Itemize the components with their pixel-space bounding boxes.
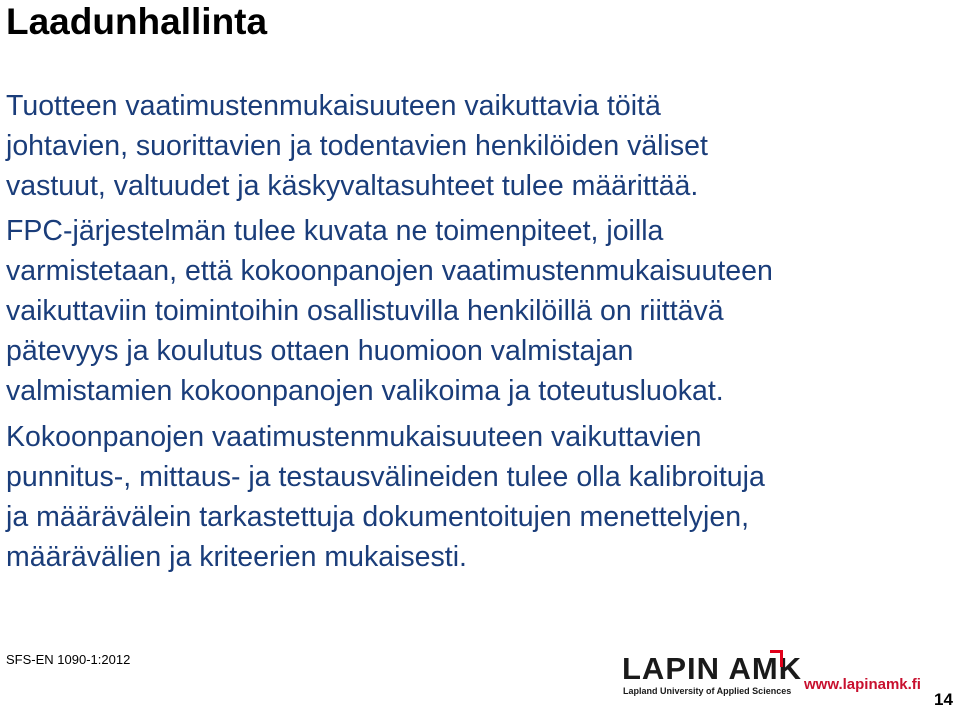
logo-corner-mark-icon [770, 650, 783, 667]
website-link[interactable]: www.lapinamk.fi [804, 676, 921, 693]
paragraph-line: pätevyys ja koulutus ottaen huomioon valmistajan [6, 335, 634, 367]
standard-reference: SFS-EN 1090-1:2012 [6, 652, 131, 667]
lapin-amk-logo [622, 650, 822, 700]
paragraph-calibration [6, 417, 946, 577]
paragraph-line: määrävälien ja kriteerien mukaisesti. [6, 541, 467, 573]
paragraph-line: ja määrävälein tarkastettuja dokumentoitujen menettelyjen, [6, 501, 750, 533]
page-number: 14 [934, 690, 953, 709]
paragraph-line: FPC-järjestelmän tulee kuvata ne toimenpiteet, joilla [6, 215, 664, 247]
slide-title: Laadunhallinta [6, 1, 268, 42]
paragraph-line: Kokoonpanojen vaatimustenmukaisuuteen vaikuttavien [6, 421, 702, 453]
slide-body [6, 86, 946, 577]
paragraph-line: johtavien, suorittavien ja todentavien henkilöiden väliset [6, 130, 708, 162]
paragraph-line: vaikuttaviin toimintoihin osallistuvilla henkilöillä on riittävä [6, 295, 724, 327]
paragraph-line: valmistamien kokoonpanojen valikoima ja toteutusluokat. [6, 375, 724, 407]
logo-wordmark: LAPIN AMK [622, 651, 803, 686]
paragraph-line: vastuut, valtuudet ja käskyvaltasuhteet tulee määrittää. [6, 170, 699, 202]
paragraph-line: varmistetaan, että kokoonpanojen vaatimustenmukaisuuteen [6, 255, 773, 287]
logo-subtitle: Lapland University of Applied Sciences [623, 686, 792, 696]
paragraph-line: Tuotteen vaatimustenmukaisuuteen vaikuttavia töitä [6, 90, 661, 122]
paragraph-responsibilities [6, 86, 946, 206]
paragraph-fpc-competence [6, 211, 946, 411]
paragraph-line: punnitus-, mittaus- ja testausvälineiden tulee olla kalibroituja [6, 461, 765, 493]
